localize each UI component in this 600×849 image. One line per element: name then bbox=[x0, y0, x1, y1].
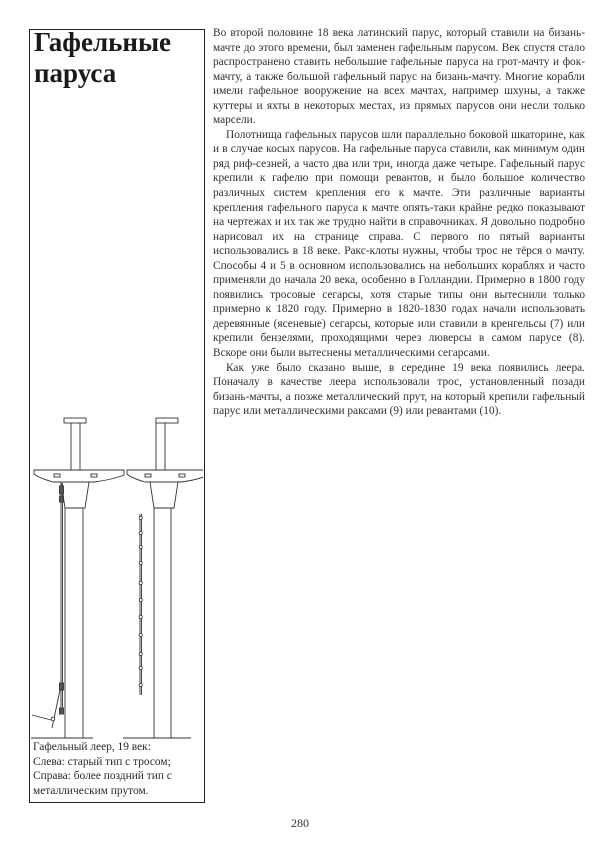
paragraph: Как уже было сказано выше, в середине 19 века появились леера. Поначалу в качестве леера использовали трос, установленный позади бизань-мачты, а позже металлический прут, на который крепили гафельный парус или металлическими раксами (9) или ревантами (10). bbox=[213, 361, 585, 418]
left-mast-drawing bbox=[31, 418, 124, 738]
paragraph: Полотнища гафельных парусов шли параллельно боковой шкаторине, как и в случае косых парусов. На гафельные паруса ставили, как минимум один ряд риф-сезней, а часто два или три, иногда даже четыре. Гафельный парус крепили к гафелю при помощи ревантов, и было большое количество различных систем крепления его к мачте. Эти различные варианты крепления гафельного паруса к мачте опять-таки крайне редко показывают на чертежах и их так же трудно найти в справочниках. Я довольно подробно нарисовал их на странице справа. С первого по пятый варианты использовались в 18 веке. Ракс-клоты нужны, чтобы трос не тёрся о мачту. Способы 4 и 5 в основном использовались на небольших кораблях и часто применяли до начала 20 века, особенно в Голландии. Примерно в 1800 году появились тросовые сегарсы, хотя старые типы они вытеснили только примерно к 1820 году. Примерно в 1820-1830 годах начали использовать деревянные (ясеневые) сегарсы, которые или ставили в кренгельсы (7) или крепили бензелями, проходящими через люверсы в самом парусе (8). Вскоре они были вытеснены металлическими сегарсами. bbox=[213, 128, 585, 360]
mast-illustration bbox=[31, 410, 203, 740]
caption-line: Слева: старый тип с тросом; bbox=[33, 755, 171, 768]
caption-line: Справа: более поздний тип с bbox=[33, 770, 172, 782]
page-number: 280 bbox=[291, 816, 309, 830]
title-line-2: паруса bbox=[34, 58, 117, 88]
title-line-1: Гафельные bbox=[34, 27, 172, 57]
caption-line: Гафельный леер, 19 век: bbox=[33, 741, 151, 753]
paragraph: Во второй половине 18 века латинский парус, который ставили на бизань-мачте до этого времени, был заменен гафельным парусом. Век спустя стало распространено ставить небольшие гафельные паруса на грот-мачту и фок-мачту, а также большой гафельный парус на бизань-мачту. Многие корабли имели гафельное вооружение на всех мачтах, например шхуны, а также куттеры и яхты в некоторых местах, из прямых парусов они несли только марсели. bbox=[213, 27, 585, 127]
figure-caption bbox=[33, 740, 203, 798]
caption-line: металлическим прутом. bbox=[33, 784, 149, 797]
page-title bbox=[34, 27, 204, 89]
right-mast-drawing bbox=[123, 418, 203, 738]
body-text bbox=[213, 26, 585, 419]
